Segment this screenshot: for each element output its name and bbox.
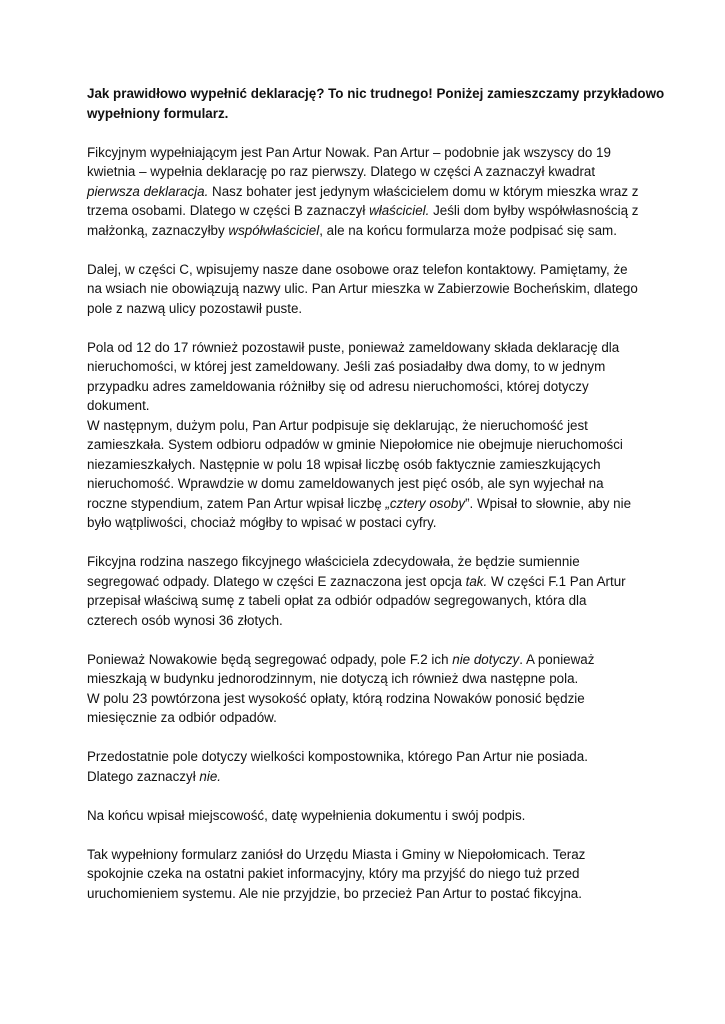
- text-line: Tak wypełniony formularz zaniósł do Urzędu Miasta i Gminy w Niepołomicach. Teraz: [87, 846, 586, 862]
- text-line: uruchomieniem systemu. Ale nie przyjdzie, bo przecież Pan Artur to postać fikcyjna.: [87, 885, 582, 901]
- text-run: Jeśli dom byłby współwłasnością z: [429, 203, 639, 218]
- italic-term: nie dotyczy: [452, 651, 520, 667]
- paragraph-4: [87, 416, 657, 533]
- text-line: przepisał właściwą sumę z tabeli opłat za odbiór odpadów segregowanych, która dla: [87, 593, 587, 608]
- text-line: na wsiach nie obowiązują nazwy ulic. Pan Artur mieszka w Zabierzowie Bocheńskim, dlatego: [87, 281, 638, 296]
- paragraph-8: [87, 806, 657, 826]
- paragraph-9: [87, 845, 657, 904]
- text-run: ”. Wpisał to słownie, aby nie: [465, 495, 632, 511]
- text-line: niezamieszkałych. Następnie w polu 18 wpisał liczbę osób faktycznie zamieszkujących: [87, 456, 601, 472]
- text-run: W części F.1 Pan Artur: [487, 573, 626, 589]
- text-line: nieruchomości, w której jest zameldowany. Jeśli zaś posiadałby dwa domy, to w jednym: [87, 359, 606, 374]
- text-line: Na końcu wpisał miejscowość, datę wypełnienia dokumentu i swój podpis.: [87, 807, 526, 823]
- text-line: [87, 650, 657, 670]
- text-run: , ale na końcu formularza może podpisać się sam.: [319, 222, 617, 238]
- heading-line: wypełniony formularz.: [87, 105, 229, 121]
- text-run: Nasz bohater jest jedynym właścicielem domu w którym mieszka wraz z: [208, 183, 639, 199]
- text-line: [87, 201, 657, 221]
- text-line: Pola od 12 do 17 również pozostawił puste, ponieważ zameldowany składa deklarację dla: [87, 339, 620, 355]
- text-line: mieszkają w budynku jednorodzinnym, nie dotyczą ich również dwa następne pola.: [87, 671, 579, 686]
- text-line: Fikcyjna rodzina naszego fikcyjnego właściciela zdecydowała, że będzie sumiennie: [87, 554, 580, 569]
- italic-term: nie.: [199, 768, 221, 784]
- text-line: miesięcznie za odbiór odpadów.: [87, 710, 277, 725]
- italic-term: pierwsza deklaracja.: [87, 183, 209, 199]
- paragraph-2: [87, 260, 657, 319]
- text-run: . A ponieważ: [519, 651, 595, 667]
- italic-term: właściciel.: [369, 203, 430, 218]
- paragraph-6: [87, 650, 657, 728]
- text-line: przypadku adres zameldowania różniłby się od adresu nieruchomości, której dotyczy: [87, 378, 589, 394]
- text-line: dokument.: [87, 398, 150, 413]
- text-run: trzema osobami. Dlatego w części B zaznaczył: [87, 203, 370, 218]
- text-line: [87, 494, 657, 514]
- paragraph-5: [87, 552, 657, 630]
- text-line: Dalej, w części C, wpisujemy nasze dane osobowe oraz telefon kontaktowy. Pamiętamy, że: [87, 261, 628, 277]
- text-line: było wątpliwości, chociaż mógłby to wpisać w postaci cyfry.: [87, 515, 437, 530]
- text-line: [87, 572, 657, 592]
- text-line: kwietnia – wypełnia deklarację po raz pierwszy. Dlatego w części A zaznaczył kwadrat: [87, 164, 596, 179]
- heading-line: Jak prawidłowo wypełnić deklarację? To nic trudnego! Poniżej zamieszczamy przykładowo: [87, 86, 665, 101]
- text-line: zamieszkała. System odbioru odpadów w gminie Niepołomice nie obejmuje nieruchomości: [87, 437, 623, 452]
- text-run: segregować odpady. Dlatego w części E zaznaczona jest opcja: [87, 573, 466, 589]
- text-line: [87, 767, 657, 787]
- text-line: W polu 23 powtórzona jest wysokość opłaty, którą rodzina Nowaków ponosić będzie: [87, 690, 585, 706]
- text-line: czterech osób wynosi 36 złotych.: [87, 612, 283, 628]
- text-run: roczne stypendium, zatem Pan Artur wpisał liczbę: [87, 495, 386, 511]
- italic-term: współwłaściciel: [228, 222, 320, 238]
- text-line: Fikcyjnym wypełniającym jest Pan Artur Nowak. Pan Artur – podobnie jak wszyscy do 19: [87, 144, 611, 160]
- text-line: spokojnie czeka na ostatni pakiet informacyjny, który ma przyjść do niego tuż przed: [87, 866, 580, 881]
- heading: [87, 84, 665, 123]
- text-line: nieruchomość. Wprawdzie w domu zameldowanych jest pięć osób, ale syn wyjechał na: [87, 476, 604, 491]
- italic-term: „cztery osoby: [385, 495, 466, 511]
- text-line: [87, 182, 657, 202]
- text-line: [87, 221, 657, 241]
- text-line: W następnym, dużym polu, Pan Artur podpisuje się deklarując, że nieruchomość jest: [87, 417, 588, 433]
- paragraph-3: [87, 338, 657, 416]
- paragraph-7: [87, 747, 657, 786]
- text-line: Przedostatnie pole dotyczy wielkości kompostownika, którego Pan Artur nie posiada.: [87, 749, 588, 764]
- text-line: pole z nazwą ulicy pozostawił puste.: [87, 300, 303, 316]
- document-body: [87, 84, 665, 923]
- paragraph-1: [87, 143, 657, 241]
- text-run: Ponieważ Nowakowie będą segregować odpady, pole F.2 ich: [87, 651, 453, 667]
- text-run: małżonką, zaznaczyłby: [87, 222, 229, 238]
- text-run: Dlatego zaznaczył: [87, 768, 200, 784]
- italic-term: tak.: [465, 573, 488, 589]
